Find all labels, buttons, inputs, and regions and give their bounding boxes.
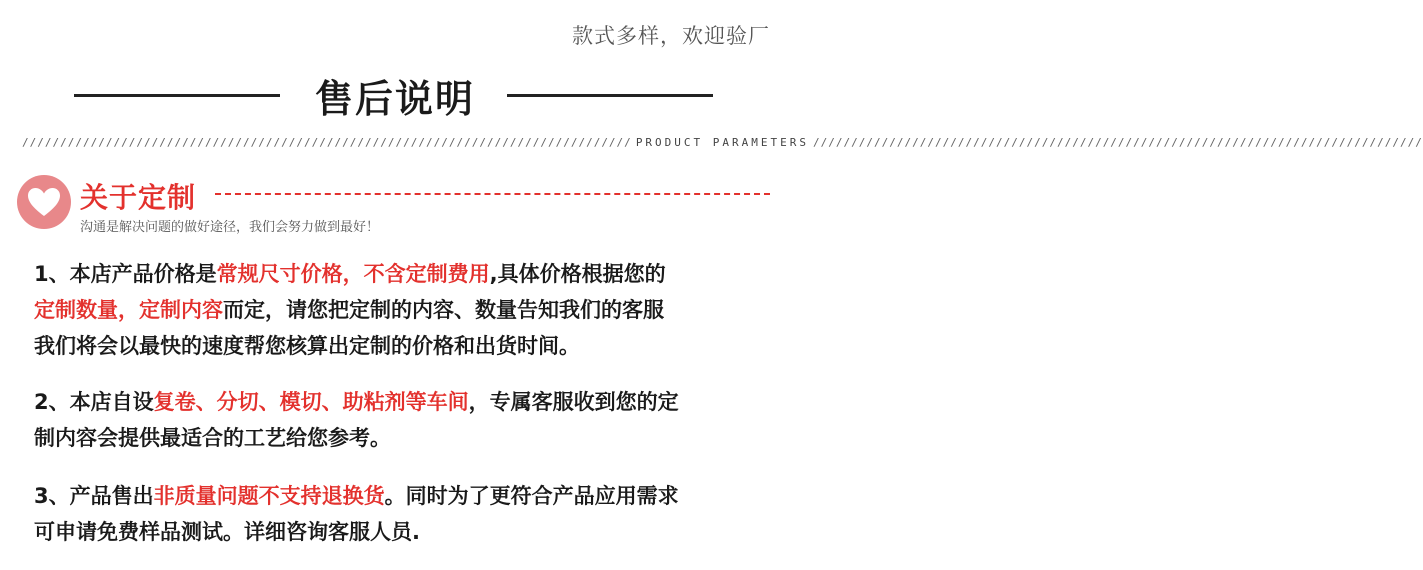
paragraph-line	[34, 514, 774, 550]
product-parameters-banner	[22, 134, 1423, 150]
heading-line-right	[507, 94, 713, 97]
highlight-text: 复卷、分切、模切、助粘剂等车间	[153, 390, 469, 414]
paragraph-1	[34, 256, 774, 364]
body-text: 而定，请您把定制的内容、数量告知我们的客服	[223, 298, 664, 322]
paragraph-line	[34, 384, 774, 420]
product-parameters-label: PRODUCT PARAMETERS	[635, 135, 810, 149]
top-cropped-text	[0, 0, 790, 20]
paragraph-line	[34, 478, 774, 514]
paragraph-3	[34, 478, 774, 550]
body-text: 1、本店产品价格是	[34, 262, 217, 286]
body-text: 3、产品售出	[34, 484, 154, 508]
slash-divider-left: ////////////////////////////////////////////////////////////////////////////////	[22, 135, 632, 149]
body-text: 可申请免费样品测试。详细咨询客服人员.	[34, 520, 420, 544]
page-title: 售后说明	[314, 77, 475, 121]
paragraph-2	[34, 384, 774, 456]
highlight-text: 定制数量，定制内容	[34, 298, 223, 322]
section-subtitle: 沟通是解决问题的做好途径，我们会努力做到最好！	[80, 220, 380, 235]
paragraph-line	[34, 420, 774, 456]
section-title: 关于定制	[80, 181, 197, 214]
highlight-text: 常规尺寸价格，不含定制费用	[216, 262, 490, 286]
slash-divider-right: ////////////////////////////////////////////////////////////////////////////////	[813, 135, 1423, 149]
paragraph-line	[34, 256, 774, 292]
heart-icon	[16, 174, 72, 230]
body-text: 我们将会以最快的速度帮您核算出定制的价格和出货时间。	[34, 334, 580, 358]
body-text: 制内容会提供最适合的工艺给您参考。	[34, 426, 391, 450]
body-text: ,具体价格根据您的	[489, 262, 666, 286]
heading-row	[0, 68, 790, 124]
paragraph-line	[34, 328, 774, 364]
highlight-text: 非质量问题不支持退换货	[153, 484, 385, 508]
body-text: 2、本店自设	[34, 390, 154, 414]
dashed-divider	[215, 193, 770, 195]
body-text: ，专属客服收到您的定	[468, 390, 679, 414]
paragraph-line	[34, 292, 774, 328]
tagline: 款式多样，欢迎验厂	[572, 24, 770, 48]
body-text: 。同时为了更符合产品应用需求	[384, 484, 679, 508]
